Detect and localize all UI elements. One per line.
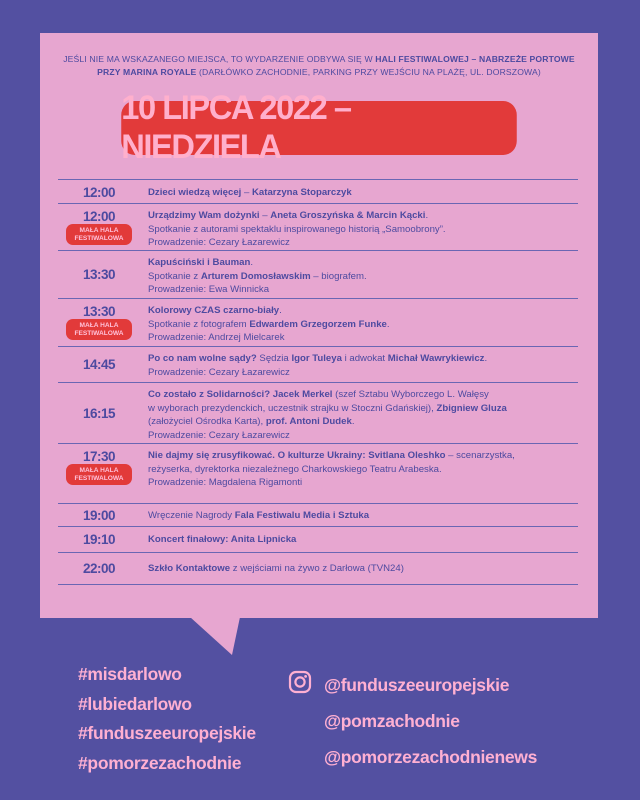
event-description (140, 553, 578, 584)
schedule-row (58, 179, 578, 204)
time-column (58, 251, 140, 298)
text: (szef Sztabu Wyborczego L. Wałęsy (332, 389, 489, 400)
text: . (386, 318, 390, 330)
text: . (279, 305, 282, 316)
bold-text: Michał Wawrykiewicz (387, 353, 485, 364)
bold-text: Katarzyna Stoparczyk (252, 187, 352, 198)
schedule-row (58, 553, 578, 585)
event-time: 13:30 (82, 267, 116, 282)
bold-text: Arturem Domosławskim (200, 270, 311, 282)
bold-text: Igor Tuleya (291, 353, 342, 364)
bold-text: Po co nam wolne sądy? (148, 353, 257, 364)
event-time: 14:45 (82, 357, 116, 372)
bold-text: Aneta Groszyńska & Marcin Kącki (270, 210, 426, 221)
event-time: 19:10 (82, 532, 116, 547)
description-line (148, 270, 578, 284)
text: reżyserka, dyrektorka niezależnego Charkowskiego Teatru Arabeska. (148, 463, 442, 475)
description-line (148, 388, 578, 402)
hashtag: #funduszeeuropejskie (78, 723, 256, 743)
description-line (148, 331, 578, 345)
text: . (484, 353, 488, 364)
event-time: 13:30 (82, 304, 116, 319)
time-column (58, 347, 140, 382)
description-line (148, 209, 578, 223)
text: Prowadzenie: Cezary Łazarewicz (148, 429, 290, 441)
event-time: 17:30 (82, 449, 116, 464)
description-line (148, 463, 578, 477)
time-column (58, 204, 140, 250)
text: . (250, 257, 254, 268)
hashtag: #lubiedarlowo (78, 693, 192, 714)
speech-bubble (40, 33, 598, 618)
event-description (140, 527, 578, 552)
text: Sędzia (256, 353, 292, 364)
event-time: 22:00 (82, 561, 116, 576)
text: z wejściami na żywo z Darłowa (TVN24) (230, 563, 404, 574)
description-line (148, 562, 578, 576)
description-line (148, 476, 578, 490)
event-time: 12:00 (82, 185, 116, 200)
text: Spotkanie z (148, 270, 201, 282)
text: – biografem. (310, 270, 367, 282)
event-time: 19:00 (82, 508, 116, 523)
event-description (140, 204, 578, 250)
bold-text: Szkło Kontaktowe (148, 563, 231, 574)
text: Spotkanie z autorami spektaklu inspirowanego historią „Samoobrony”. (148, 223, 446, 235)
time-column (58, 553, 140, 584)
social-handle: @funduszeeuropejskie (324, 674, 510, 695)
bold-text: Dzieci wiedzą więcej (148, 187, 242, 198)
description-line (148, 533, 578, 547)
bold-text: Co zostało z Solidarności? Jacek Merkel (148, 389, 333, 400)
schedule-row (58, 504, 578, 527)
hashtags (78, 660, 256, 778)
text: – scenarzystka, (445, 450, 515, 461)
text: . (351, 416, 355, 427)
event-description (140, 180, 578, 203)
text: – (259, 210, 271, 221)
instagram-icon (288, 670, 312, 694)
time-column (58, 504, 140, 526)
hashtag: #misdarlowo (78, 664, 182, 684)
schedule-list (58, 179, 578, 585)
time-column (58, 444, 140, 503)
schedule-row (58, 527, 578, 553)
text: . (425, 210, 429, 221)
schedule-row (58, 251, 578, 299)
schedule-row (58, 444, 578, 504)
text: – (241, 187, 252, 198)
bold-text: Fala Festiwalu Media i Sztuka (234, 510, 370, 521)
event-time: 16:15 (82, 406, 116, 421)
event-description (140, 251, 578, 298)
date-title: 10 LIPCA 2022 – NIEDZIELA (121, 101, 517, 155)
bold-text: prof. Antoni Dudek (265, 416, 352, 427)
event-description (140, 347, 578, 382)
hashtag: #pomorzezachodnie (78, 752, 242, 773)
text: Spotkanie z fotografem (148, 318, 250, 330)
text: Wręczenie Nagrody (148, 510, 235, 521)
description-line (148, 366, 578, 380)
time-column (58, 527, 140, 552)
text: Prowadzenie: Magdalena Rigamonti (148, 477, 303, 488)
text: w wyborach prezydenckich, uczestnik strajku w Stoczni Gdańskiej), (148, 402, 437, 414)
bold-text: Zbigniew Gluza (436, 402, 507, 414)
description-line (148, 429, 578, 443)
social-handle: @pomzachodnie (324, 710, 460, 731)
venue-tag: MAŁA HALA FESTIWALOWA (66, 224, 132, 245)
event-description (140, 299, 578, 346)
bold-text: Kolorowy CZAS czarno-biały (148, 305, 280, 316)
description-line (148, 352, 578, 366)
description-line (148, 236, 578, 250)
text: (założyciel Ośrodka Karta), (148, 416, 266, 427)
schedule-row (58, 383, 578, 444)
event-description (140, 504, 578, 526)
bold-text: Koncert finałowy: Anita Lipnicka (148, 534, 297, 545)
description-line (148, 283, 578, 297)
description-line (148, 223, 578, 237)
time-column (58, 180, 140, 203)
time-column (58, 383, 140, 443)
event-time: 12:00 (82, 209, 116, 224)
venue-info: JEŚLI NIE MA WSKAZANEGO MIEJSCA, TO WYDARZENIE ODBYWA SIĘ W HALI FESTIWALOWEJ – NABRZEŻE PORTOWE PRZY MARINA ROYALE (DARŁÓWKO ZACHODNIE, PARKING PRZY WEJŚCIU NA PLAŻĘ, UL. DORSZOWA) (63, 54, 575, 77)
text: Prowadzenie: Cezary Łazarewicz (148, 237, 290, 248)
venue-tag: MAŁA HALA FESTIWALOWA (66, 319, 132, 340)
schedule-row (58, 347, 578, 383)
schedule-row (58, 204, 578, 251)
text: Prowadzenie: Ewa Winnicka (148, 284, 270, 295)
description-line (148, 304, 578, 318)
schedule-row (58, 299, 578, 347)
time-column (58, 299, 140, 346)
bold-text: Kapuściński i Bauman (148, 257, 251, 268)
text: Prowadzenie: Andrzej Mielcarek (148, 332, 285, 343)
event-description (140, 444, 578, 503)
text: i adwokat (341, 353, 388, 364)
description-line (148, 509, 578, 523)
bold-text: Edwardem Grzegorzem Funke (249, 318, 387, 330)
description-line (148, 415, 578, 429)
venue-tag: MAŁA HALA FESTIWALOWA (66, 464, 132, 485)
text: Prowadzenie: Cezary Łazarewicz (148, 366, 290, 378)
event-description (140, 383, 578, 443)
bold-text: Urządzimy Wam dożynki (148, 210, 260, 221)
social-handle: @pomorzezachodnienews (324, 746, 538, 767)
description-line (148, 256, 578, 270)
description-line (148, 186, 578, 200)
description-line (148, 449, 578, 463)
bold-text: Nie dajmy się zrusyfikować. O kulturze Ukrainy: Svitlana Oleshko (148, 450, 446, 461)
description-line (148, 402, 578, 416)
description-line (148, 318, 578, 332)
